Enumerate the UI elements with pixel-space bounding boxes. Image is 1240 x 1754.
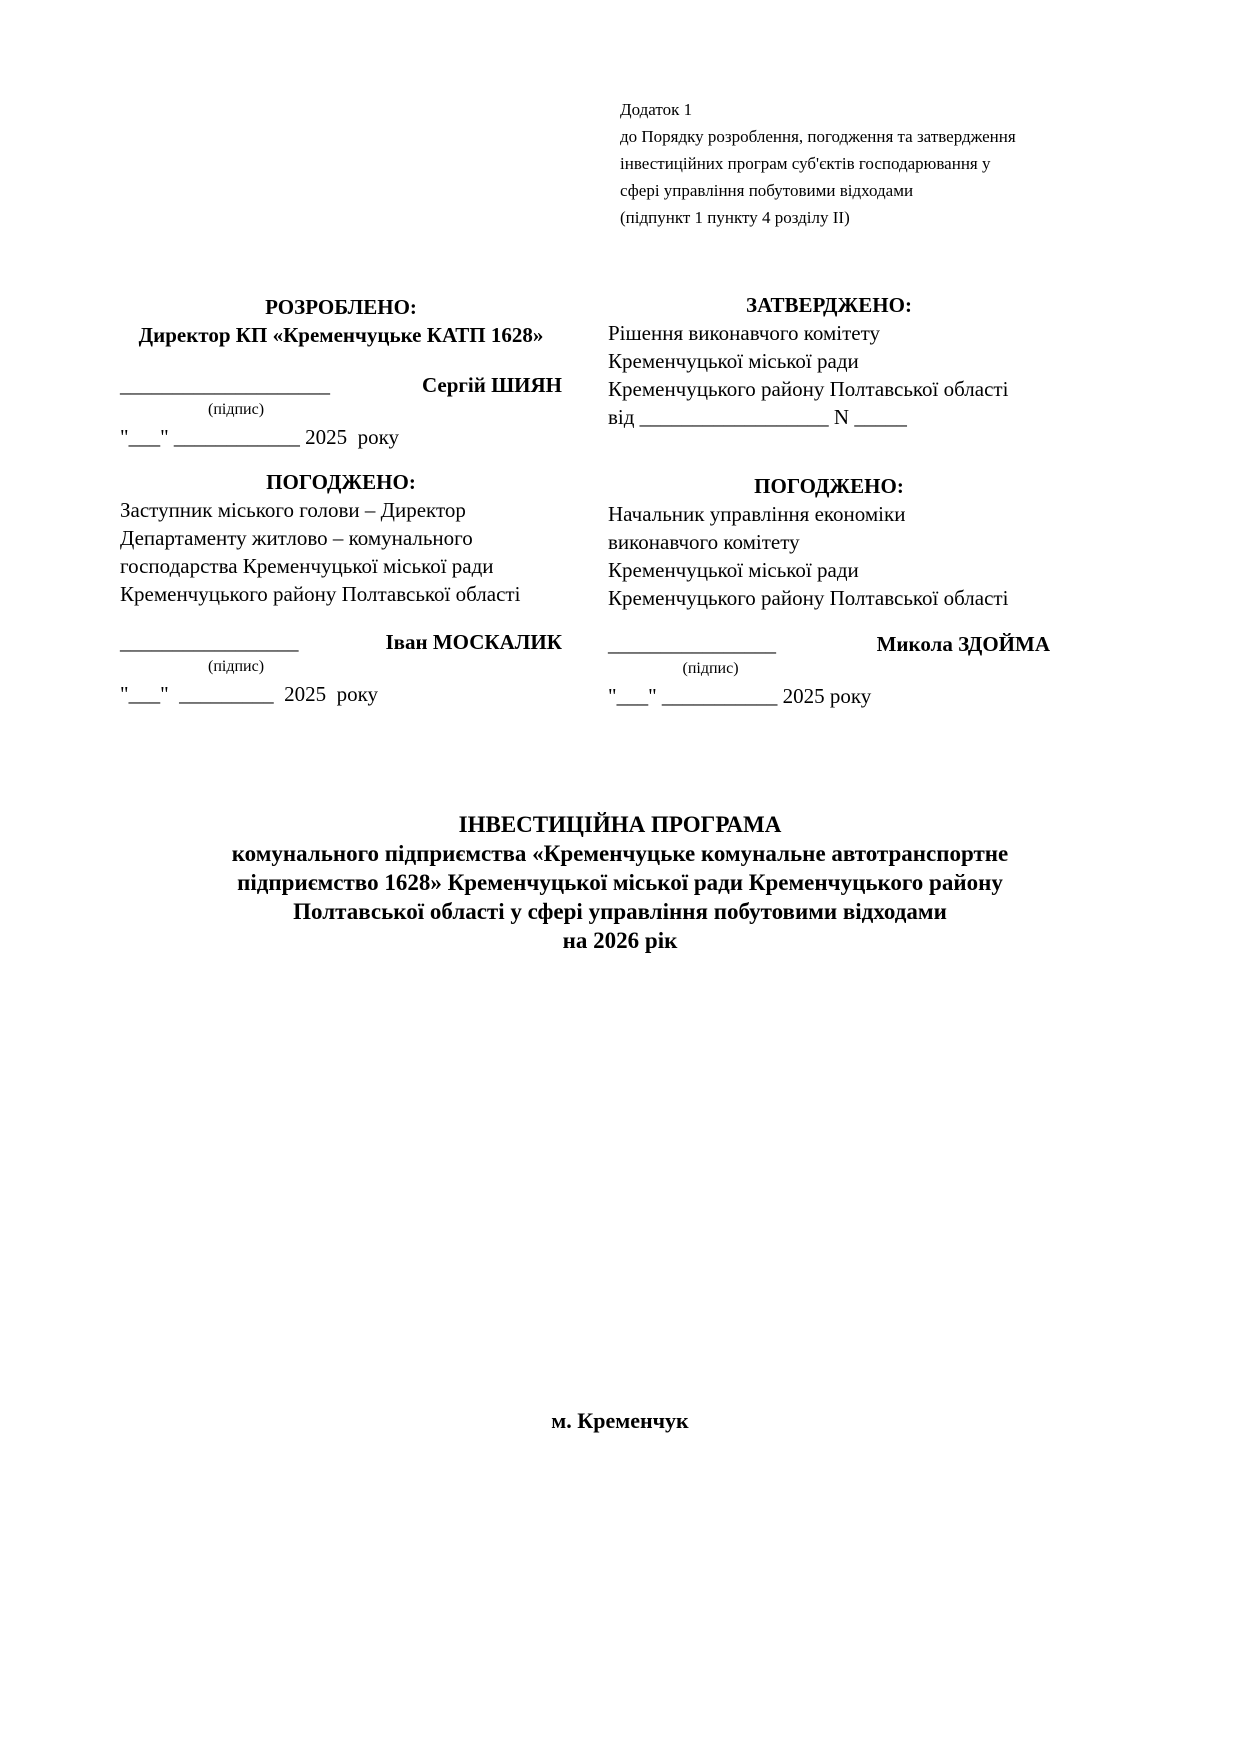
approved-line: Кременчуцького району Полтавської області (608, 377, 1009, 401)
date-line: "___" _________ 2025 року (120, 682, 379, 706)
title-line-4: Полтавської області у сфері управління побутовими відходами (293, 899, 947, 924)
agreed-right-line: Кременчуцької міської ради (608, 558, 859, 582)
agreed-left-line: Кременчуцького району Полтавської області (120, 582, 521, 606)
signature-row (120, 628, 562, 656)
annex-line: до Порядку розроблення, погодження та затвердження (620, 127, 1016, 146)
signature-line: ____________________ (120, 373, 330, 397)
title-line-5: на 2026 рік (562, 928, 678, 953)
agreed-right-line: Начальник управління економіки (608, 502, 906, 526)
developed-heading: РОЗРОБЛЕНО: (265, 295, 417, 319)
agreed-left-line: господарства Кременчуцької міської ради (120, 554, 494, 578)
date-line: "___" ____________ 2025 року (120, 425, 400, 449)
approved-number-line: від __________________ N _____ (608, 405, 907, 429)
agreed-left-line: Департаменту житлово – комунального (120, 526, 473, 550)
approved-line: Рішення виконавчого комітету (608, 321, 881, 345)
annex-line: сфері управління побутовими відходами (620, 181, 914, 200)
developed-role: Директор КП «Кременчуцьке КАТП 1628» (138, 323, 544, 347)
agreed-left-heading: ПОГОДЖЕНО: (266, 470, 416, 494)
agreed-right-block (608, 472, 1050, 710)
title-line-3: підприємство 1628» Кременчуцької міської ради Кременчуцького району (237, 870, 1003, 895)
agreed-right-line: виконавчого комітету (608, 530, 800, 554)
annex-line: інвестиційних програм суб'єктів господарювання у (620, 154, 991, 173)
signature-row (120, 371, 562, 399)
developed-block (120, 293, 562, 451)
signature-line: ________________ (608, 632, 776, 656)
annex-line: Додаток 1 (620, 100, 693, 119)
title-line-2: комунального підприємства «Кременчуцьке комунальне автотранспортне (231, 841, 1009, 866)
agreed-left-line: Заступник міського голови – Директор (120, 498, 466, 522)
agreed-left-block (120, 468, 562, 708)
footer-city: м. Кременчук (551, 1408, 689, 1433)
signature-row (608, 630, 1050, 658)
signature-name: Сергій ШИЯН (421, 373, 562, 397)
title-line-1: ІНВЕСТИЦІЙНА ПРОГРАМА (458, 812, 782, 837)
date-line: "___" ___________ 2025 року (608, 684, 872, 708)
agreed-right-heading: ПОГОДЖЕНО: (754, 474, 904, 498)
annex-note (620, 96, 1110, 231)
signature-caption: (підпис) (207, 401, 265, 418)
agreed-right-line: Кременчуцького району Полтавської області (608, 586, 1009, 610)
approved-line: Кременчуцької міської ради (608, 349, 859, 373)
annex-line: (підпункт 1 пункту 4 розділу II) (620, 208, 850, 227)
signature-name: Микола ЗДОЙМА (876, 632, 1050, 656)
signature-line: _________________ (120, 630, 299, 654)
document-title (100, 810, 1140, 955)
approved-heading: ЗАТВЕРДЖЕНО: (746, 293, 912, 317)
signature-caption: (підпис) (682, 660, 739, 677)
signature-name: Іван МОСКАЛИК (385, 630, 562, 654)
signature-caption: (підпис) (207, 658, 265, 675)
approved-block (608, 291, 1050, 431)
